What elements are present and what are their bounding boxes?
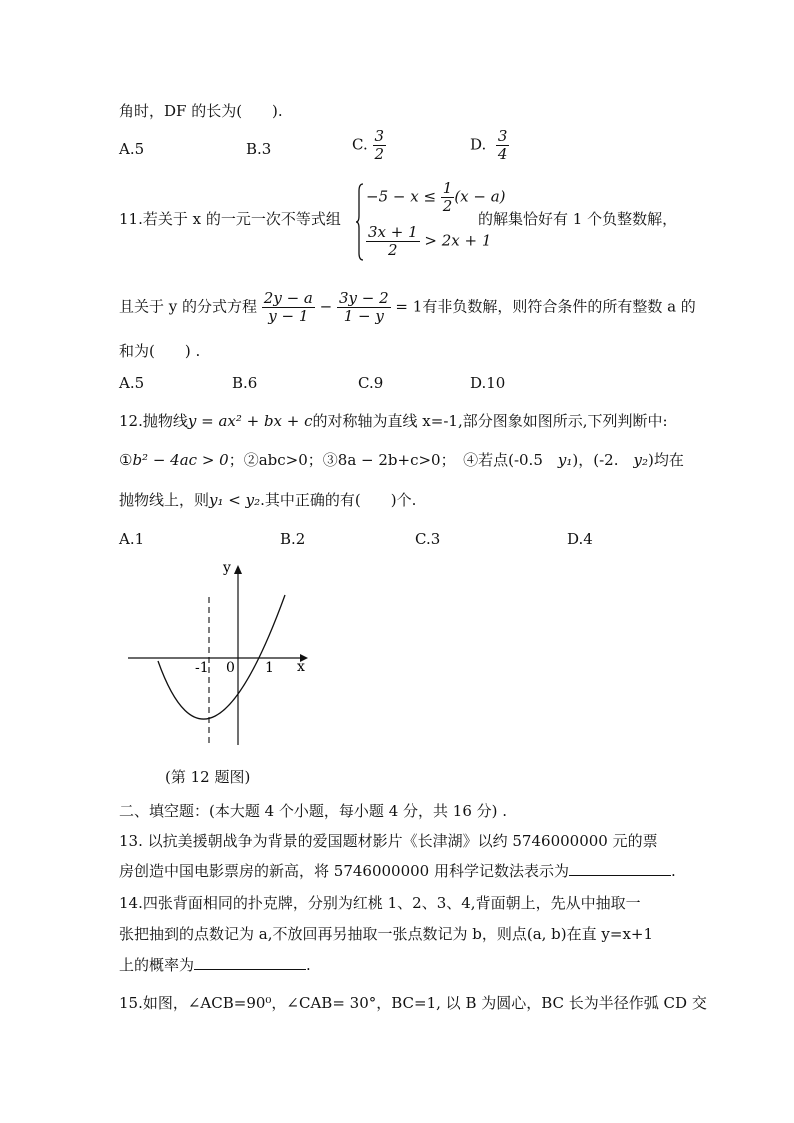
point-2: )，(-2.	[572, 451, 634, 469]
q14-line-2: 张把抽到的点数记为 a,不放回再另抽取一张点数记为 b，则点(a, b)在直 y=x+1	[119, 925, 654, 943]
fraction-denominator: y − 1	[268, 307, 309, 325]
q10-option-a: A.5	[119, 140, 145, 158]
fraction-numerator: 1	[442, 179, 453, 197]
q11-intro: 11.若关于 x 的一元一次不等式组	[119, 210, 341, 228]
y2-symbol: y₂	[633, 451, 648, 469]
fraction-denominator: 1 − y	[343, 307, 384, 325]
q15-line-1: 15.如图，∠ACB=90⁰，∠CAB= 30°，BC=1, 以 B 为圆心，BC 长为半径作弧 CD 交	[119, 994, 707, 1012]
equation-fraction-1	[262, 290, 315, 325]
q10-option-d-prefix: D.	[470, 135, 487, 154]
q12-line3-post: .其中正确的有( )个.	[260, 491, 417, 509]
answer-blank[interactable]	[194, 969, 306, 970]
ineq2-fraction	[366, 224, 420, 259]
y-axis-arrow	[234, 565, 242, 574]
judge-1-mark: ①	[119, 451, 133, 469]
fraction-numerator: 3	[497, 127, 508, 145]
q11-option-a: A.5	[119, 374, 145, 392]
tick-neg1: -1	[195, 660, 209, 676]
fraction-denominator: 2	[374, 145, 385, 163]
q14-end: .	[306, 956, 311, 974]
q12-rest: 的对称轴为直线 x=-1,部分图象如图所示,下列判断中:	[312, 412, 668, 430]
ineq2-right: > 2x + 1	[419, 231, 492, 250]
ineq1-right: (x − a)	[454, 187, 506, 206]
ineq1-left: −5 − x ≤	[366, 187, 441, 206]
q14-line-3	[119, 955, 311, 975]
q11-intro-end: 的解集恰好有 1 个负整数解，	[478, 210, 678, 228]
q10-option-d	[470, 128, 509, 163]
q12-option-b: B.2	[280, 530, 306, 548]
q12-intro: 12.抛物线	[119, 412, 188, 430]
fraction-denominator: 2	[442, 197, 453, 215]
fraction-denominator: 4	[497, 145, 508, 163]
fraction-numerator: 3	[374, 127, 385, 145]
q10-option-d-fraction	[496, 128, 510, 163]
parabola-curve	[158, 595, 285, 719]
judge-rest: ；②abc>0；③8a − 2b+c>0； ④若点(-0.5	[228, 451, 558, 469]
q14-line3-text: 上的概率为	[119, 956, 195, 974]
fraction-numerator: 3y − 2	[338, 289, 389, 307]
q12-option-d: D.4	[567, 530, 593, 548]
q10-option-c-fraction	[373, 128, 387, 163]
equals-one: = 1	[390, 297, 423, 316]
judge-end: )均在	[647, 451, 684, 469]
q10-tail-line: 角时，DF 的长为( ).	[119, 102, 283, 120]
q11-line-3: 和为( ) .	[119, 342, 201, 360]
minus-sign: −	[314, 297, 337, 316]
q12-line3-pre: 抛物线上，则	[119, 491, 210, 509]
q11-option-c: C.9	[358, 374, 384, 392]
q12-option-a: A.1	[119, 530, 145, 548]
q12-line-3	[119, 490, 416, 510]
section-2-heading: 二、填空题：(本大题 4 个小题，每小题 4 分，共 16 分) .	[119, 802, 508, 820]
q12-figure-caption: (第 12 题图)	[165, 768, 251, 786]
q12-equation: y = ax² + bx + c	[187, 412, 313, 430]
q13-line2-text: 房创造中国电影票房的新高，将 5746000000 用科学记数法表示为	[119, 862, 569, 880]
q14-line-1: 14.四张背面相同的扑克牌，分别为红桃 1、2、3、4,背面朝上，先从中抽取一	[119, 894, 641, 912]
q10-option-c-prefix: C.	[352, 135, 368, 154]
equation-fraction-2	[337, 290, 391, 325]
tick-0: 0	[226, 660, 235, 676]
judge-1-math: b² − 4ac > 0	[132, 451, 229, 469]
q12-option-c: C.3	[415, 530, 441, 548]
q11-line2-pre: 且关于 y 的分式方程	[119, 297, 258, 316]
q11-option-d: D.10	[470, 374, 506, 392]
fraction-denominator: 2	[388, 241, 398, 259]
q11-line2-post: 有非负数解，则符合条件的所有整数 a 的	[422, 297, 696, 316]
q12-line-2	[119, 450, 684, 470]
q13-line-2	[119, 861, 676, 881]
q12-inequality: y₁ < y₂	[209, 491, 261, 509]
answer-blank[interactable]	[569, 875, 671, 876]
y-label: y	[223, 560, 231, 576]
fraction-numerator: 3x + 1	[368, 223, 418, 241]
q13-end: .	[670, 862, 676, 880]
q11-line-2	[119, 290, 696, 325]
q12-line-1	[119, 411, 668, 431]
parabola-graph	[120, 555, 320, 755]
q10-option-b: B.3	[246, 140, 272, 158]
x-label: x	[297, 659, 305, 675]
y1-symbol: y₁	[557, 451, 573, 469]
ineq1-fraction	[441, 180, 455, 215]
q11-option-b: B.6	[232, 374, 258, 392]
q10-option-c	[352, 128, 386, 163]
tick-1: 1	[265, 660, 274, 676]
system-brace	[356, 183, 364, 261]
q13-line-1: 13. 以抗美援朝战争为背景的爱国题材影片《长津湖》以约 5746000000 元的票	[119, 832, 658, 850]
fraction-numerator: 2y − a	[263, 289, 313, 307]
inequality-2	[366, 224, 491, 259]
